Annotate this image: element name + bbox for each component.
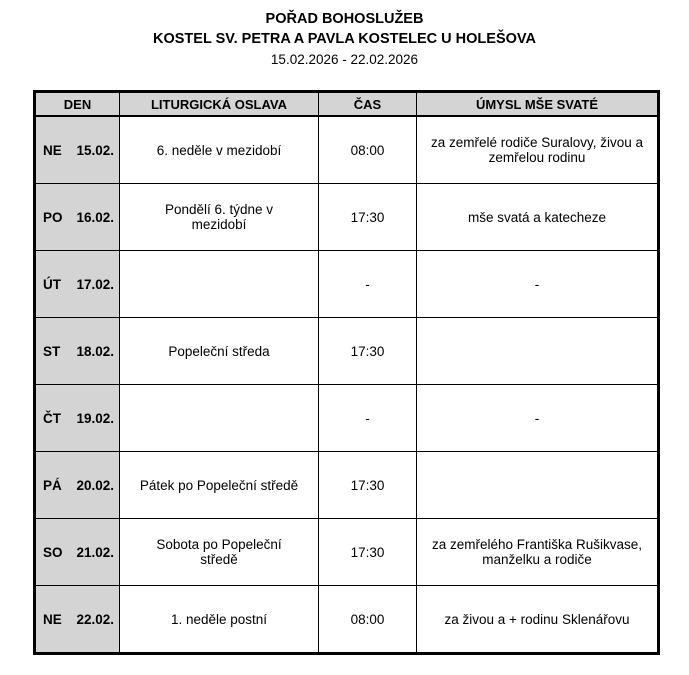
celebration-text: Popeleční středa <box>168 343 270 359</box>
day-inner <box>36 478 119 493</box>
day-date: 20.02. <box>76 477 114 493</box>
day-abbr: ÚT <box>43 276 61 292</box>
intention-cell: mše svatá a katecheze <box>417 184 659 251</box>
day-inner <box>36 411 119 426</box>
time-cell: - <box>319 385 417 452</box>
celebration-cell <box>120 116 319 184</box>
title-block <box>0 0 689 70</box>
celebration-text: Sobota po Popeleční středě <box>156 537 282 567</box>
day-cell <box>35 318 120 385</box>
table-row <box>35 318 659 385</box>
day-date: 16.02. <box>76 209 114 225</box>
date-range: 15.02.2026 - 22.02.2026 <box>270 52 419 67</box>
intention-cell <box>417 318 659 385</box>
day-inner <box>36 277 119 292</box>
table-row <box>35 586 659 654</box>
day-date: 17.02. <box>76 276 114 292</box>
day-cell <box>35 251 120 318</box>
header-cas: ČAS <box>319 92 417 117</box>
day-inner <box>36 143 119 158</box>
intention-cell: za zemřelého Františka Rušikvase, manželku a rodiče <box>417 519 659 586</box>
day-abbr: NE <box>43 611 62 627</box>
time-cell: - <box>319 251 417 318</box>
time-cell: 08:00 <box>319 586 417 654</box>
day-date: 19.02. <box>76 410 114 426</box>
header-den: DEN <box>35 92 120 117</box>
celebration-cell <box>120 184 319 251</box>
page-title: POŘAD BOHOSLUŽEB <box>265 11 424 27</box>
day-date: 15.02. <box>76 142 114 158</box>
celebration-text: 6. neděle v mezidobí <box>156 142 282 158</box>
intention-cell: - <box>417 385 659 452</box>
table-row <box>35 184 659 251</box>
day-cell <box>35 184 120 251</box>
intention-cell <box>417 452 659 519</box>
table-row <box>35 116 659 184</box>
day-abbr: ČT <box>43 410 61 426</box>
celebration-cell <box>120 318 319 385</box>
day-inner <box>36 545 119 560</box>
celebration-text: Pondělí 6. týdne v mezidobí <box>164 202 274 232</box>
day-inner <box>36 344 119 359</box>
day-abbr: SO <box>43 544 63 560</box>
celebration-cell <box>120 452 319 519</box>
day-abbr: PO <box>43 209 63 225</box>
schedule-table <box>33 90 660 655</box>
intention-cell: za zemřelé rodiče Suralovy, živou a zemřelou rodinu <box>417 116 659 184</box>
day-date: 21.02. <box>76 544 114 560</box>
day-abbr: NE <box>43 142 62 158</box>
day-cell <box>35 519 120 586</box>
table-row <box>35 519 659 586</box>
celebration-cell <box>120 251 319 318</box>
day-date: 22.02. <box>76 611 114 627</box>
day-cell <box>35 116 120 184</box>
time-cell: 17:30 <box>319 452 417 519</box>
table-row <box>35 385 659 452</box>
day-cell <box>35 586 120 654</box>
day-abbr: PÁ <box>43 477 62 493</box>
day-inner <box>36 210 119 225</box>
day-cell <box>35 385 120 452</box>
table-row <box>35 251 659 318</box>
intention-cell: za živou a + rodinu Sklenářovu <box>417 586 659 654</box>
intention-cell: - <box>417 251 659 318</box>
celebration-text: 1. neděle postní <box>170 611 268 627</box>
table-row <box>35 452 659 519</box>
header-umysl-mse-svate: ÚMYSL MŠE SVATÉ <box>417 92 659 117</box>
time-cell: 08:00 <box>319 116 417 184</box>
time-cell: 17:30 <box>319 519 417 586</box>
church-name: KOSTEL SV. PETRA A PAVLA KOSTELEC U HOLEŠOVA <box>153 31 536 47</box>
day-abbr: ST <box>43 343 61 359</box>
table-header-row <box>35 92 659 117</box>
day-cell <box>35 452 120 519</box>
day-inner <box>36 612 119 627</box>
celebration-cell <box>120 586 319 654</box>
celebration-cell <box>120 385 319 452</box>
day-date: 18.02. <box>76 343 114 359</box>
celebration-cell <box>120 519 319 586</box>
celebration-text: Pátek po Popeleční středě <box>139 477 299 493</box>
time-cell: 17:30 <box>319 318 417 385</box>
header-liturgicka-oslava: LITURGICKÁ OSLAVA <box>120 92 319 117</box>
time-cell: 17:30 <box>319 184 417 251</box>
